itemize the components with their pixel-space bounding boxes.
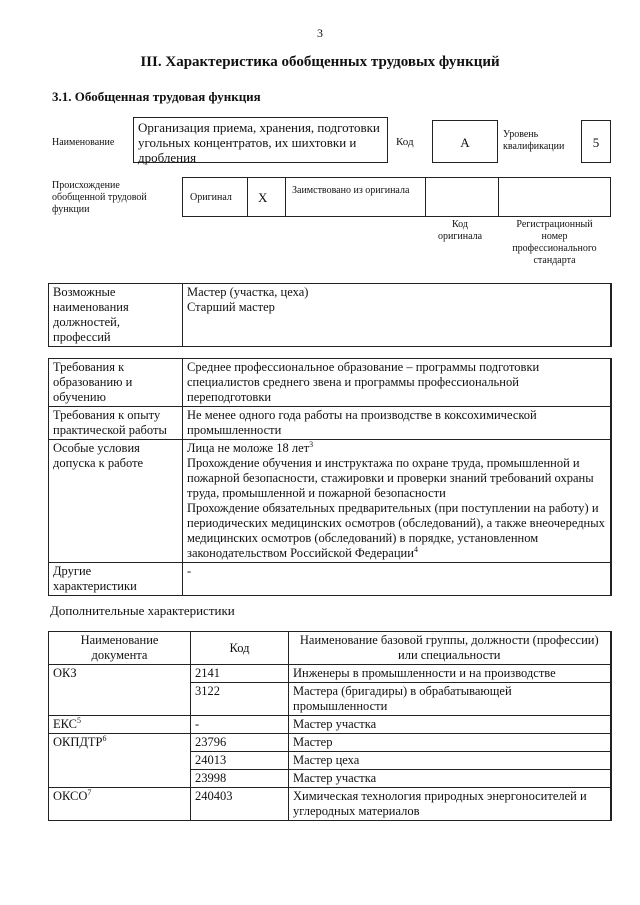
qualification-level-box <box>581 120 611 163</box>
code-cell: 2141 <box>191 665 289 683</box>
origin-divider <box>425 177 426 217</box>
table-row <box>49 716 611 734</box>
admission-line: Прохождение обязательных предварительных (при поступлении на работу) и периодических медицинских осмотров (обследований), а также внеочередных медицинских осмотров (обследований) в порядке, установленном законодательством Российской Федерации$^4$ <box>187 501 605 560</box>
requirements-table <box>48 358 612 596</box>
subsection-title: 3.1. Обобщенная трудовая функция <box>52 89 261 104</box>
code-cell: 23998 <box>191 770 289 788</box>
name-cell: Инженеры в промышленности и на производстве <box>289 665 611 683</box>
footnote-marker: 5 <box>77 715 81 725</box>
origin-label: Происхождение обобщенной трудовой функции <box>52 180 147 215</box>
doc-cell <box>49 752 191 770</box>
table-row <box>49 665 611 683</box>
doc-cell <box>49 770 191 788</box>
name-cell: Мастер участка <box>289 770 611 788</box>
doc-cell <box>49 683 191 716</box>
header-name: Наименование базовой группы, должности (профессии) или специальности <box>289 632 611 665</box>
code-cell: 24013 <box>191 752 289 770</box>
admission-label: Особые условия допуска к работе <box>49 440 183 563</box>
experience-label: Требования к опыту практической работы <box>49 407 183 440</box>
table-row <box>49 734 611 752</box>
code-value: А <box>460 135 470 150</box>
original-label: Оригинал <box>190 192 232 203</box>
other-characteristics-label: Другие характеристики <box>49 563 183 596</box>
admission-line: Прохождение обучения и инструктажа по охране труда, промышленной и пожарной безопасности, стажировки и проверки знаний требований охраны труда, промышленной и пожарной безопасности <box>187 456 594 500</box>
name-label: Наименование <box>52 137 115 148</box>
table-row <box>49 788 611 821</box>
footnote-marker: 7 <box>87 787 92 797</box>
function-name-box <box>133 117 388 163</box>
table-row <box>49 359 611 407</box>
table-row <box>49 407 611 440</box>
name-cell: Мастер участка <box>289 716 611 734</box>
table-row <box>49 683 611 716</box>
table-header-row <box>49 632 611 665</box>
function-name-value: Организация приема, хранения, подготовки угольных концентратов, их шихтовки и дробления <box>138 120 380 165</box>
registration-number-caption: Регистрационный номер профессионального стандарта <box>512 219 597 266</box>
table-row <box>49 563 611 596</box>
page-number: 3 <box>317 26 323 40</box>
code-value-box <box>432 120 498 163</box>
table-row <box>49 284 611 347</box>
name-cell: Мастер <box>289 734 611 752</box>
doc-cell: ОКЗ <box>49 665 191 683</box>
origin-divider <box>247 177 248 217</box>
name-cell: Мастер цеха <box>289 752 611 770</box>
table-row <box>49 440 611 563</box>
table-row <box>49 770 611 788</box>
position-item: Старший мастер <box>187 300 275 314</box>
education-value: Среднее профессиональное образование – программы подготовки специалистов среднего звена и программы профессиональной переподготовки <box>183 359 611 407</box>
origin-divider <box>498 177 499 217</box>
education-label: Требования к образованию и обучению <box>49 359 183 407</box>
header-code: Код <box>191 632 289 665</box>
doc-cell: ЕКС$^5$ <box>49 716 191 734</box>
admission-line: Лица не моложе 18 лет$^3$ <box>187 439 314 455</box>
header-document: Наименование документа <box>49 632 191 665</box>
code-cell: - <box>191 716 289 734</box>
additional-characteristics-table <box>48 631 612 821</box>
positions-table <box>48 283 612 347</box>
name-cell: Мастера (бригадиры) в обрабатывающей промышленности <box>289 683 611 716</box>
table-row <box>49 752 611 770</box>
original-code-caption: Код оригинала <box>437 219 483 242</box>
qualification-level-label: Уровень квалификации <box>503 129 565 152</box>
borrowed-label: Заимствовано из оригинала <box>292 185 410 196</box>
admission-value <box>183 440 611 563</box>
origin-divider <box>285 177 286 217</box>
additional-characteristics-title: Дополнительные характеристики <box>50 603 235 618</box>
footnote-marker: 4 <box>413 544 418 554</box>
code-cell: 240403 <box>191 788 289 821</box>
original-mark: X <box>258 190 268 205</box>
code-label: Код <box>396 136 414 148</box>
position-item: Мастер (участка, цеха) <box>187 285 309 299</box>
code-cell: 3122 <box>191 683 289 716</box>
footnote-marker: 3 <box>309 439 314 449</box>
positions-values <box>183 284 611 347</box>
other-characteristics-value: - <box>183 563 611 596</box>
doc-cell: ОКПДТР$^6$ <box>49 734 191 752</box>
doc-cell: ОКСО$^7$ <box>49 788 191 821</box>
code-cell: 23796 <box>191 734 289 752</box>
name-cell: Химическая технология природных энергоносителей и углеродных материалов <box>289 788 611 821</box>
footnote-marker: 6 <box>102 733 107 743</box>
positions-label: Возможные наименования должностей, профессий <box>49 284 183 347</box>
qualification-level-value: 5 <box>592 135 600 150</box>
section-title: III. Характеристика обобщенных трудовых функций <box>140 54 500 70</box>
experience-value: Не менее одного года работы на производстве в коксохимической промышленности <box>183 407 611 440</box>
